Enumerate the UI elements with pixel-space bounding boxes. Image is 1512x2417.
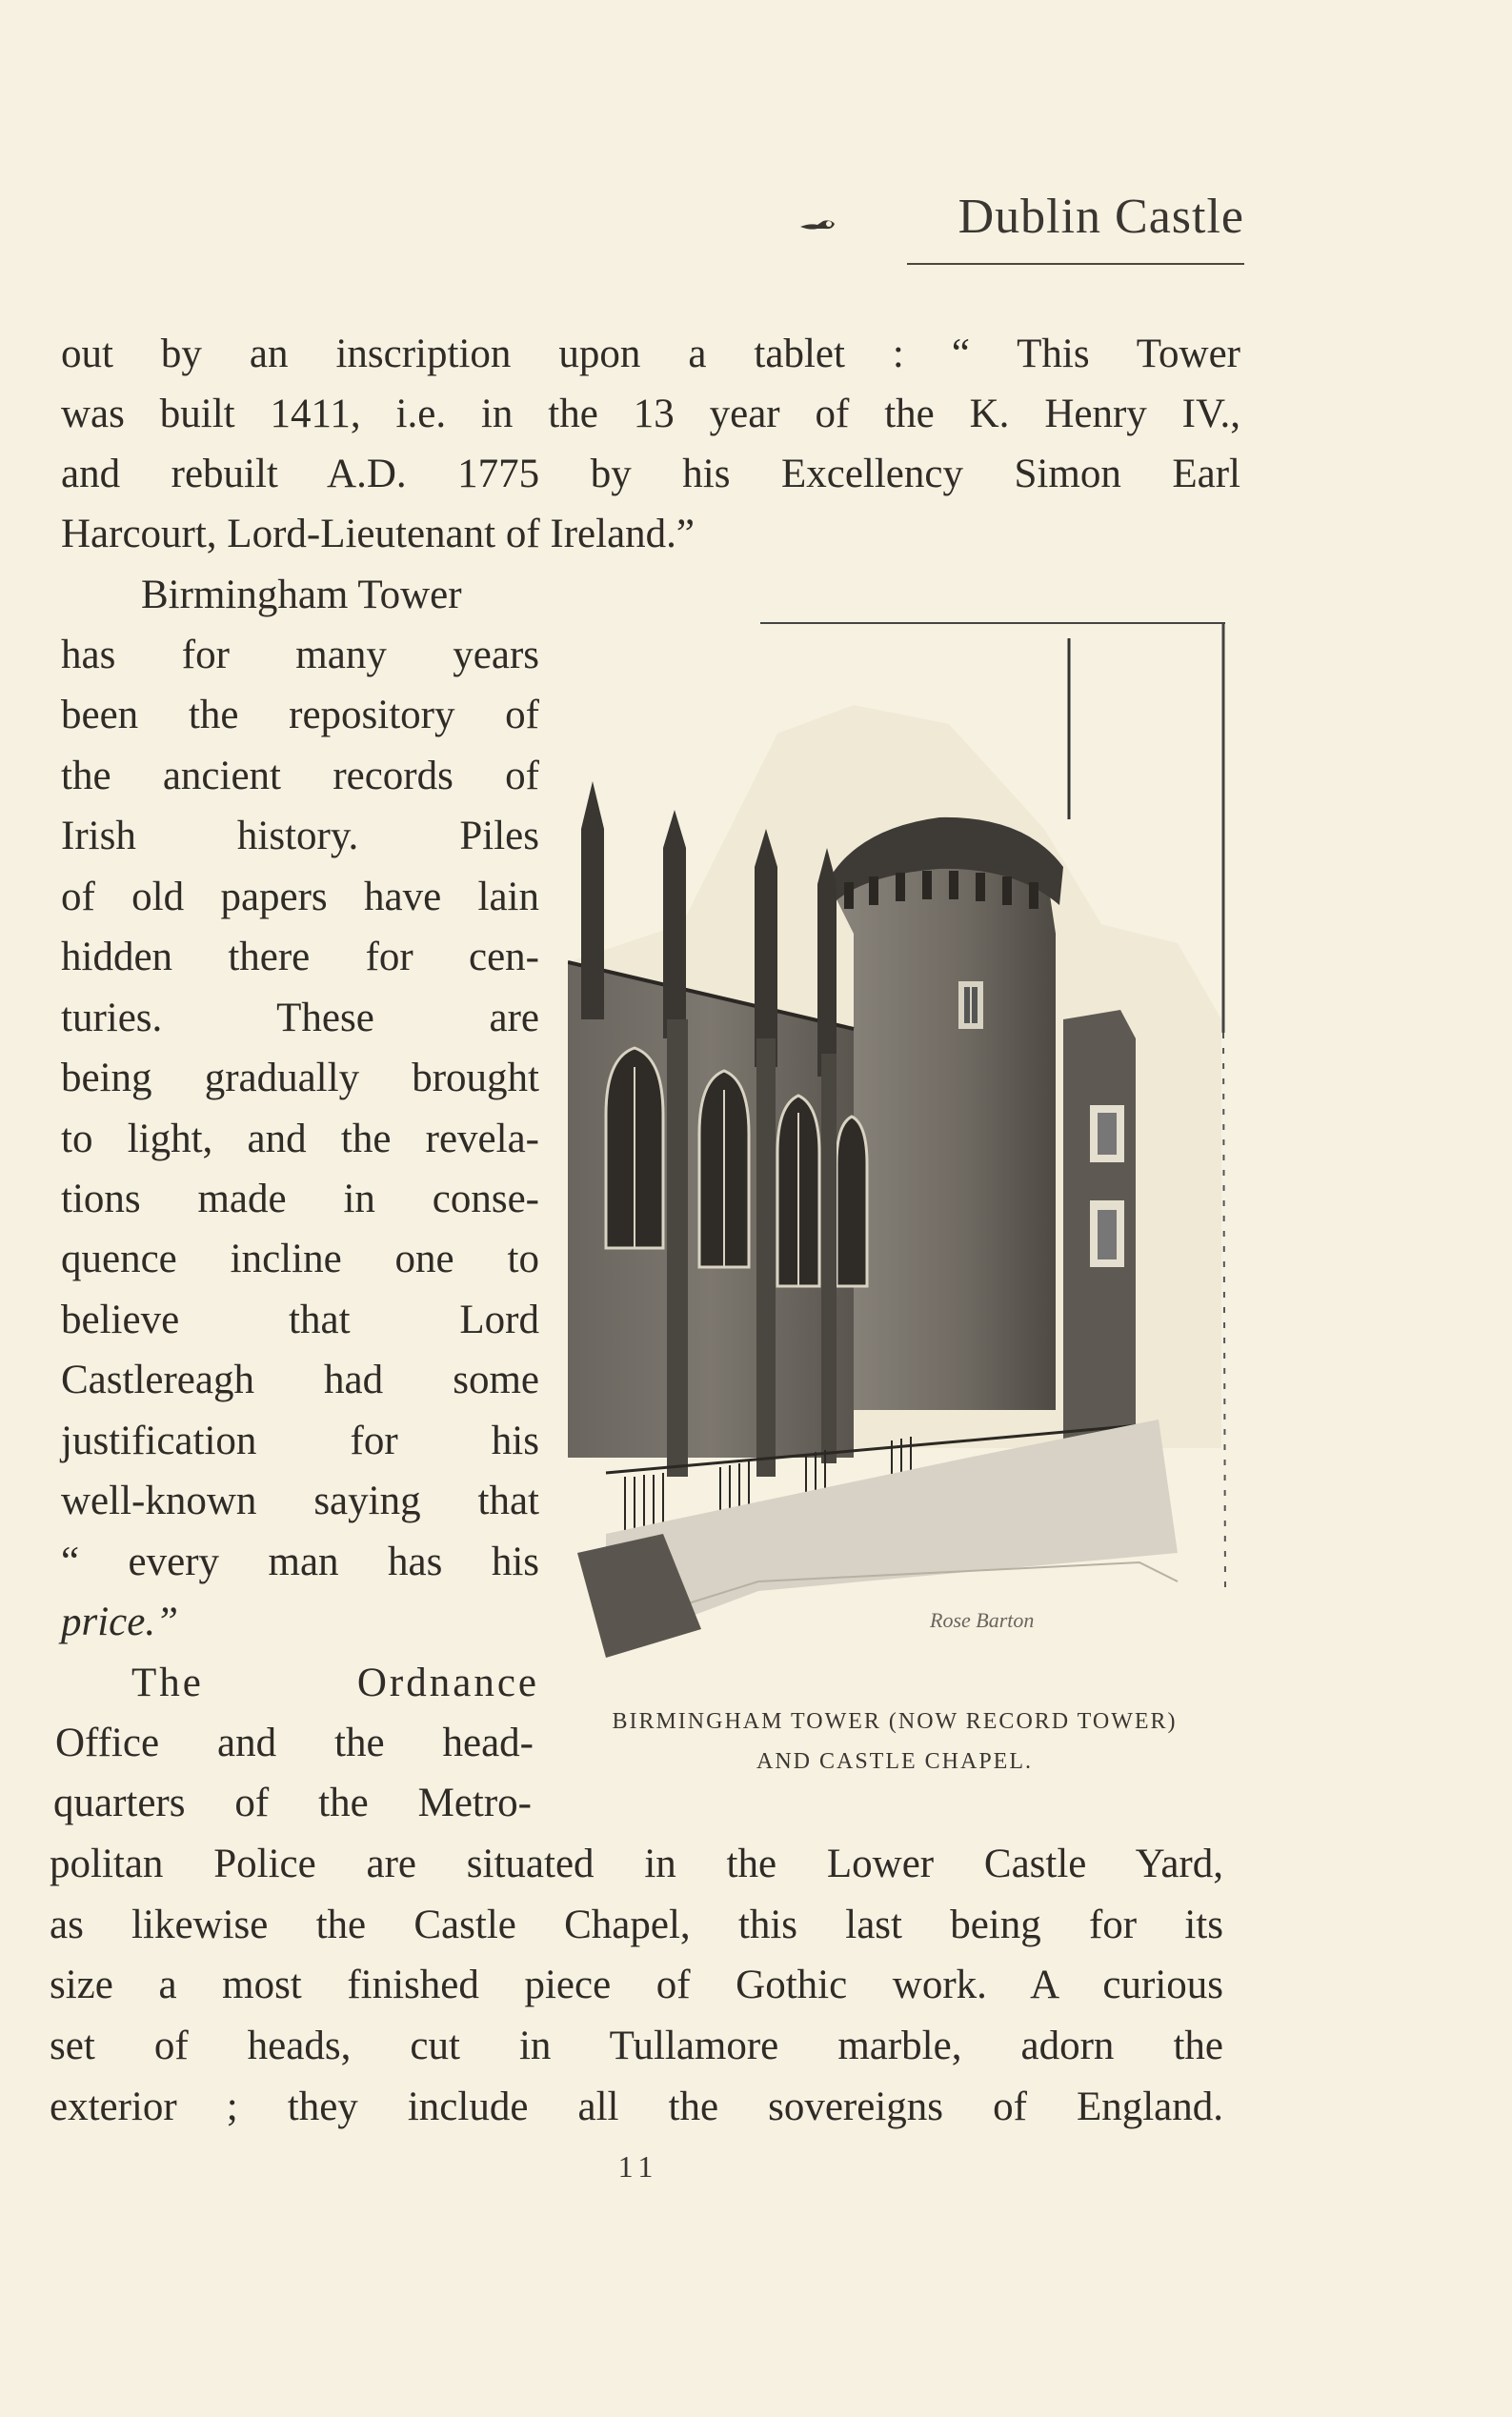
hand-pointer-icon <box>798 213 838 234</box>
text-line: quarters of the Metro- <box>53 1781 532 1825</box>
text-line: Castlereagh had some <box>61 1358 539 1402</box>
text-line: Harcourt, Lord-Lieutenant of Ireland.” <box>61 512 695 556</box>
text-line: justification for his <box>61 1419 539 1463</box>
text-line: “ every man has his <box>61 1540 539 1584</box>
paragraph-start-line: The Ordnance <box>131 1661 539 1705</box>
text-line: and rebuilt A.D. 1775 by his Excellency Simon Earl <box>61 452 1240 496</box>
text-line: out by an inscription upon a tablet : “ This Tower <box>61 332 1240 376</box>
text-line: the ancient records of <box>61 754 539 798</box>
running-header-title: Dublin Castle <box>958 190 1244 244</box>
text-line: of old papers have lain <box>61 875 539 919</box>
text-line: turies. These are <box>61 996 539 1040</box>
text-line: believe that Lord <box>61 1298 539 1342</box>
text-line: size a most finished piece of Gothic work. A curious <box>50 1963 1223 2007</box>
caption-line: BIRMINGHAM TOWER (NOW RECORD TOWER) <box>612 1709 1178 1734</box>
text-line: has for many years <box>61 633 539 677</box>
text-line: Office and the head- <box>55 1721 534 1765</box>
text-line: well-known saying that <box>61 1479 539 1523</box>
text-line: politan Police are situated in the Lower Castle Yard, <box>50 1842 1223 1886</box>
text-line: was built 1411, i.e. in the 13 year of the K. Henry IV., <box>61 392 1240 436</box>
figure-caption <box>564 1702 1225 1782</box>
paragraph-start-line: Birmingham Tower <box>141 573 462 617</box>
text-line: set of heads, cut in Tullamore marble, adorn the <box>50 2024 1223 2068</box>
page-number: 11 <box>617 2149 659 2184</box>
text-line: Irish history. Piles <box>61 814 539 858</box>
text-line: hidden there for cen- <box>61 935 539 979</box>
text-line: as likewise the Castle Chapel, this last being for its <box>50 1903 1223 1947</box>
header-rule <box>907 263 1244 265</box>
text-line: tions made in conse- <box>61 1177 539 1221</box>
text-line: been the repository of <box>61 693 539 737</box>
text-line: quence incline one to <box>61 1237 539 1281</box>
text-line: to light, and the revela- <box>61 1117 539 1161</box>
birmingham-tower-drawing <box>568 619 1231 1682</box>
text-line: price.” <box>61 1600 179 1644</box>
running-header <box>798 189 1244 267</box>
text-line: exterior ; they include all the sovereigns of England. <box>50 2085 1223 2129</box>
castle-illustration <box>568 619 1231 1682</box>
text-line: being gradually brought <box>61 1056 539 1100</box>
artist-signature: Rose Barton <box>930 1608 1035 1632</box>
caption-line: AND CASTLE CHAPEL. <box>756 1749 1033 1774</box>
